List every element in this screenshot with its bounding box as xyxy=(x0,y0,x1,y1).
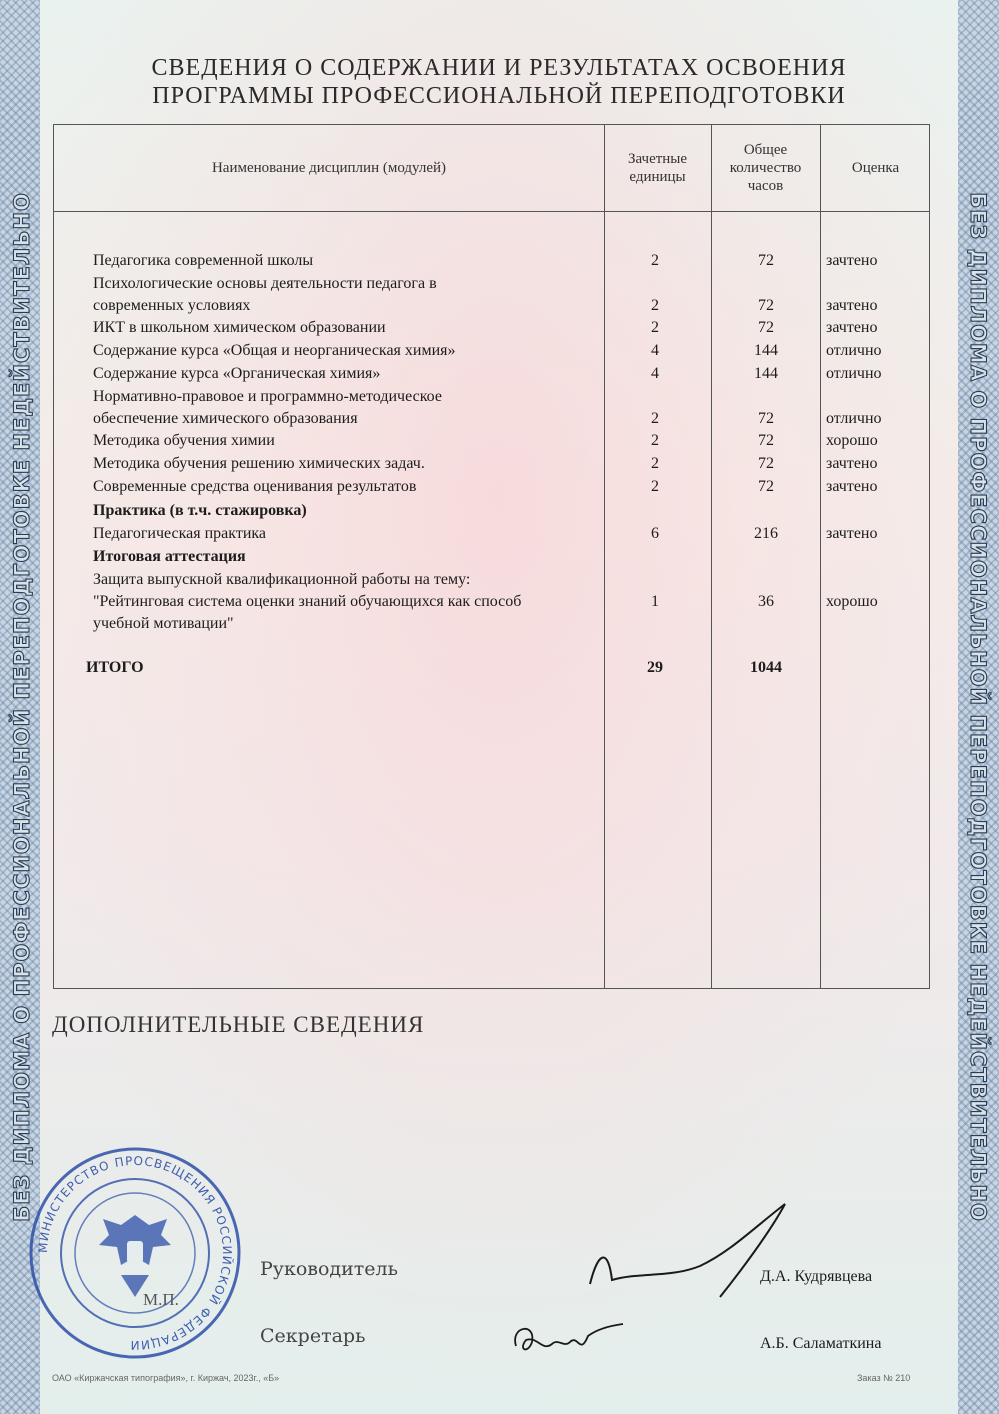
header-name: Наименование дисциплин (модулей) xyxy=(211,160,447,176)
order-number: Заказ № 210 xyxy=(857,1373,911,1383)
practice-heading: Практика (в т.ч. стажировка) xyxy=(93,502,307,519)
official-seal xyxy=(27,1145,243,1361)
head-role: Руководитель xyxy=(260,1258,398,1280)
border-text-left: БЕЗ ДИПЛОМА О ПРОФЕССИОНАЛЬНОЙ ПЕРЕПОДГОТОВКЕ НЕДЕЙСТВИТЕЛЬНО xyxy=(10,192,34,1222)
head-name: Д.А. Кудрявцева xyxy=(760,1268,873,1285)
seal-place-mark: М.П. xyxy=(143,1290,179,1309)
title-line-2: ПРОГРАММЫ ПРОФЕССИОНАЛЬНОЙ ПЕРЕПОДГОТОВКИ xyxy=(152,83,846,109)
page-title xyxy=(40,54,958,110)
double-headed-eagle-icon xyxy=(99,1215,171,1297)
header-hours: Общее количество часов xyxy=(729,142,802,194)
title-line-1: СВЕДЕНИЯ О СОДЕРЖАНИИ И РЕЗУЛЬТАТАХ ОСВОЕНИЯ xyxy=(151,55,847,81)
header-grade: Оценка xyxy=(851,160,900,176)
secretary-role: Секретарь xyxy=(260,1325,366,1347)
attestation-heading: Итоговая аттестация xyxy=(93,548,246,565)
header-credits: Зачетные единицы xyxy=(627,151,688,185)
secretary-signature xyxy=(508,1316,628,1366)
header-divider xyxy=(54,211,929,212)
printer-info: ОАО «Киржачская типография», г. Киржач, 2023г., «Б» xyxy=(52,1373,280,1383)
additional-info-heading: ДОПОЛНИТЕЛЬНЫЕ СВЕДЕНИЯ xyxy=(52,1012,425,1037)
secretary-name: А.Б. Саламаткина xyxy=(760,1335,882,1352)
border-text-right: БЕЗ ДИПЛОМА О ПРОФЕССИОНАЛЬНОЙ ПЕРЕПОДГОТОВКЕ НЕДЕЙСТВИТЕЛЬНО xyxy=(966,192,990,1222)
seal-text: МИНИСТЕРСТВО ПРОСВЕЩЕНИЯ РОССИЙСКОЙ ФЕДЕРАЦИИ xyxy=(35,1153,235,1353)
